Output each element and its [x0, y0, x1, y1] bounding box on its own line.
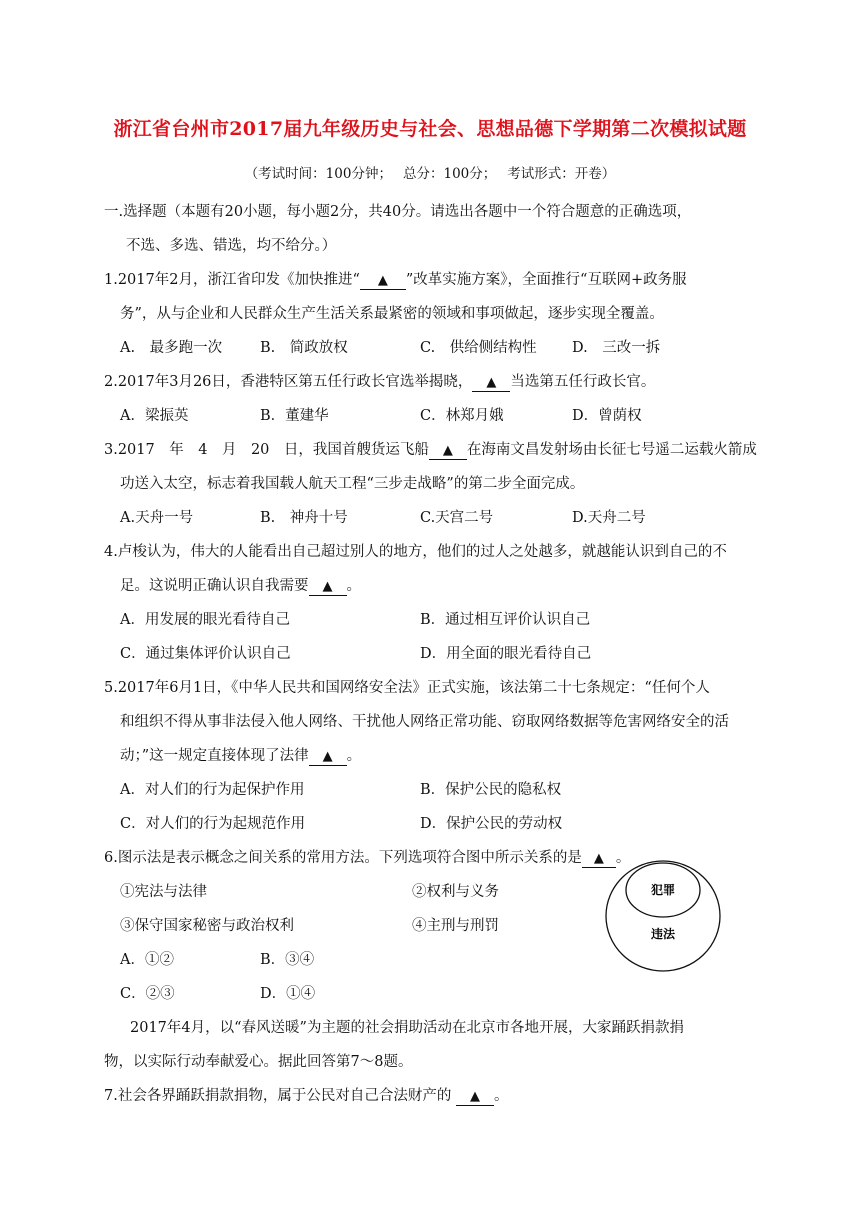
outer-label: 违法 [650, 927, 676, 941]
question-5-stem-cont2 [120, 744, 361, 766]
question-1-text-b: ”改革实施方案》，全面推行“互联网+政务服 [405, 272, 687, 288]
option-c: C．对人们的行为起规范作用 [120, 816, 306, 832]
question-2-text-a: 2.2017年3月26日，香港特区第五任行政长官选举揭晓， [104, 374, 473, 390]
blank-mark: ▲ [360, 273, 406, 290]
option-a: A．①② [120, 952, 174, 968]
question-4-stem: 4.卢梭认为，伟大的人能看出自己超过别人的地方，他们的过人之处越多，就越能认识到自己的不 [104, 544, 727, 560]
question-6-text-a: 6.图示法是表示概念之间关系的常用方法。下列选项符合图中所示关系的是 [104, 850, 582, 866]
option-c: C. 供给侧结构性 [420, 340, 537, 356]
option-b: B．董建华 [260, 408, 329, 424]
blank-mark: ▲ [309, 579, 347, 596]
question-1-stem [104, 268, 687, 290]
option-c: C.天宫二号 [420, 510, 494, 526]
option-a: A. 最多跑一次 [120, 340, 223, 356]
option-b: B. 简政放权 [260, 340, 348, 356]
option-b: B．通过相互评价认识自己 [420, 612, 591, 628]
question-2-stem [104, 370, 655, 392]
exam-info: （考试时间：100分钟； 总分：100分； 考试形式：开卷） [244, 166, 616, 182]
option-a: A．用发展的眼光看待自己 [120, 612, 290, 628]
blank-mark: ▲ [456, 1089, 494, 1106]
statement-1: ①宪法与法律 [120, 884, 207, 900]
option-c: C．②③ [120, 986, 175, 1002]
question-2-text-b: 当选第五任行政长官。 [510, 374, 656, 390]
option-d: D．①④ [260, 986, 316, 1002]
section-heading: 一.选择题（本题有20小题，每小题2分，共40分。请选出各题中一个符合题意的正确选项， [104, 204, 692, 220]
option-b: B．保护公民的隐私权 [420, 782, 562, 798]
question-5-text-b: 。 [346, 748, 362, 764]
blank-mark: ▲ [309, 749, 347, 766]
passage-line-2: 物，以实际行动奉献爱心。据此回答第7～8题。 [104, 1054, 413, 1070]
section-heading-cont: 不选、多选、错选，均不给分。） [126, 238, 337, 254]
passage-line-1: 2017年4月，以“春风送暖”为主题的社会捐助活动在北京市各地开展，大家踊跃捐款捐 [130, 1020, 684, 1036]
question-7-text-b: 。 [493, 1088, 509, 1104]
question-5-stem: 5.2017年6月1日，《中华人民共和国网络安全法》正式实施，该法第二十七条规定：“任何个人 [104, 680, 710, 696]
question-4-stem-cont [120, 574, 361, 596]
question-7-text-a: 7.社会各界踊跃捐款捐物，属于公民对自己合法财产的 [104, 1088, 456, 1104]
statement-2: ②权利与义务 [412, 884, 499, 900]
blank-mark: ▲ [429, 443, 467, 460]
question-3-text-b: 在海南文昌发射场由长征七号遥二运载火箭成 [466, 442, 757, 458]
option-b: B．③④ [260, 952, 315, 968]
question-7-stem [104, 1084, 508, 1106]
inner-label: 犯罪 [650, 883, 676, 897]
question-3-text-a: 3.2017 年 4 月 20 日，我国首艘货运飞船 [104, 442, 429, 458]
statement-3: ③保守国家秘密与政治权利 [120, 918, 294, 934]
outer-circle [606, 861, 720, 971]
question-6-text-b: 。 [615, 850, 631, 866]
blank-mark: ▲ [582, 851, 616, 868]
option-b: B. 神舟十号 [260, 510, 348, 526]
option-a: A.天舟一号 [120, 510, 194, 526]
question-1-text-a: 1.2017年2月，浙江省印发《加快推进“ [104, 272, 360, 288]
question-4-text-b: 。 [346, 578, 361, 594]
option-c: C．林郑月娥 [420, 408, 504, 424]
option-d: D．用全面的眼光看待自己 [420, 646, 592, 662]
statement-4: ④主刑与刑罚 [412, 918, 499, 934]
option-a: A．对人们的行为起保护作用 [120, 782, 305, 798]
question-4-text-a: 足。这说明正确认识自我需要 [120, 578, 309, 594]
page-title: 浙江省台州市2017届九年级历史与社会、思想品德下学期第二次模拟试题 [113, 118, 747, 140]
option-d: D．保护公民的劳动权 [420, 816, 563, 832]
option-c: C．通过集体评价认识自己 [120, 646, 291, 662]
option-a: A．梁振英 [120, 408, 189, 424]
question-3-stem-cont: 功送入太空，标志着我国载人航天工程“三步走战略”的第二步全面完成。 [120, 476, 585, 492]
question-3-stem [104, 438, 757, 460]
blank-mark: ▲ [472, 375, 510, 392]
question-1-stem-cont: 务”，从与企业和人民群众生产生活关系最紧密的领域和事项做起，逐步实现全覆盖。 [120, 306, 664, 322]
option-d: D.天舟二号 [572, 510, 646, 526]
venn-diagram [604, 858, 722, 974]
question-5-text-a: 动；”这一规定直接体现了法律 [120, 748, 309, 764]
option-d: D. 三改一拆 [572, 340, 661, 356]
option-d: D．曾荫权 [572, 408, 642, 424]
question-6-stem [104, 846, 630, 868]
question-5-stem-cont: 和组织不得从事非法侵入他人网络、干扰他人网络正常功能、窃取网络数据等危害网络安全的活 [120, 714, 729, 730]
